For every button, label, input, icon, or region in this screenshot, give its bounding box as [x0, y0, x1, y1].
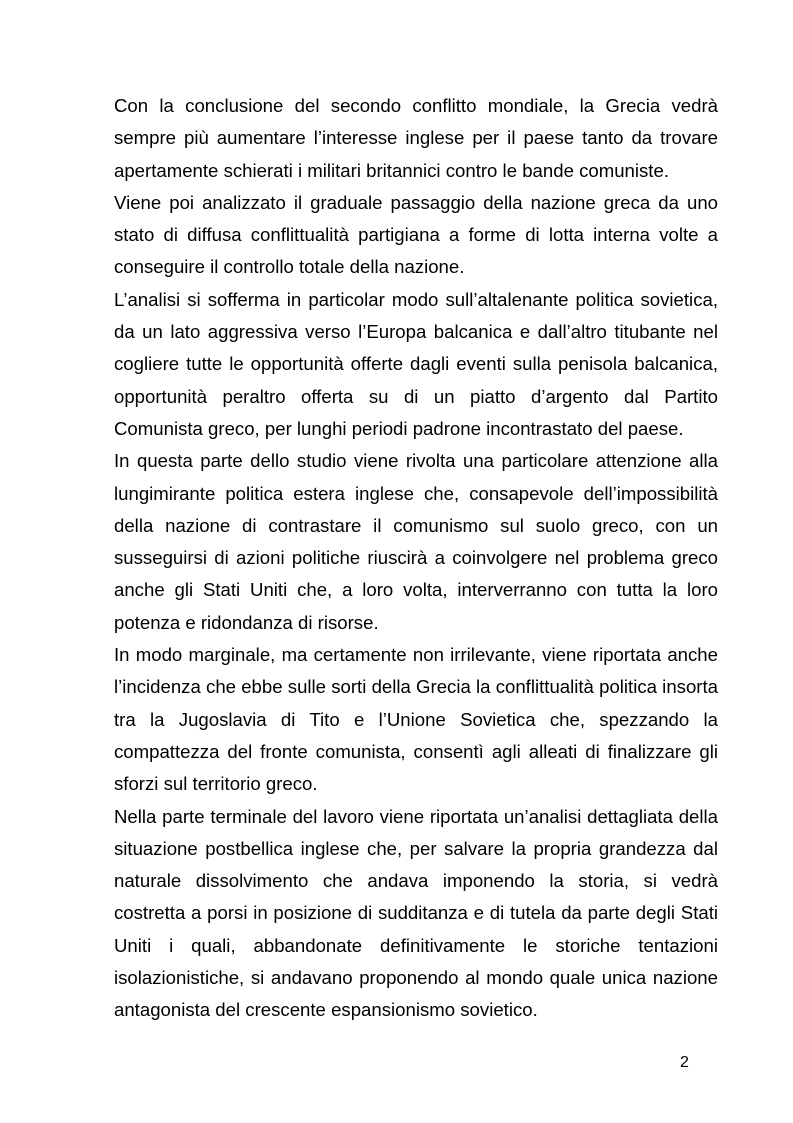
paragraph-2: Viene poi analizzato il graduale passaggio della nazione greca da uno stato di diffusa conflittualità partigiana a forme di lotta interna volte a conseguire il controllo totale della nazione. — [114, 191, 718, 278]
paragraph-1: Con la conclusione del secondo conflitto mondiale, la Grecia vedrà sempre più aumentare l’interesse inglese per il paese tanto da trovare apertamente schierati i militari britannici contro le bande comuniste. — [114, 95, 718, 181]
page-number: 2 — [680, 1054, 689, 1071]
paragraph-5: In modo marginale, ma certamente non irrilevante, viene riportata anche l’incidenza che ebbe sulle sorti della Grecia la conflittualità politica insorta tra la Jugoslavia di Tito e l’Unione Sovietica che, spezzando la compattezza del fronte comunista, consentì agli alleati di finalizzare gli sforzi sul territorio greco. — [114, 644, 718, 795]
body-text — [114, 90, 718, 1027]
paragraph-4: In questa parte dello studio viene rivolta una particolare attenzione alla lungimirante politica estera inglese che, consapevole dell’impossibilità della nazione di contrastare il comunismo sul suolo greco, con un susseguirsi di azioni politiche riuscirà a coinvolgere nel problema greco anche gli Stati Uniti che, a loro volta, interverranno con tutta la loro potenza e ridondanza di risorse. — [114, 450, 718, 633]
paragraph-3: L’analisi si sofferma in particolar modo sull’altalenante politica sovietica, da un lato aggressiva verso l’Europa balcanica e dall’altro titubante nel cogliere tutte le opportunità offerte dagli eventi sulla penisola balcanica, opportunità peraltro offerta su di un piatto d’argento dal Partito Comunista greco, per lunghi periodi padrone incontrastato del paese. — [114, 288, 718, 439]
paragraph-6: Nella parte terminale del lavoro viene riportata un’analisi dettagliata della situazione postbellica inglese che, per salvare la propria grandezza dal naturale dissolvimento che andava imponendo la storia, si vedrà costretta a porsi in posizione di sudditanza e di tutela da parte degli Stati Uniti i quali, abbandonate definitivamente le storiche tentazioni isolazionistiche, si andavano proponendo al mondo quale unica nazione antagonista del crescente espansionismo sovietico. — [114, 805, 718, 1021]
